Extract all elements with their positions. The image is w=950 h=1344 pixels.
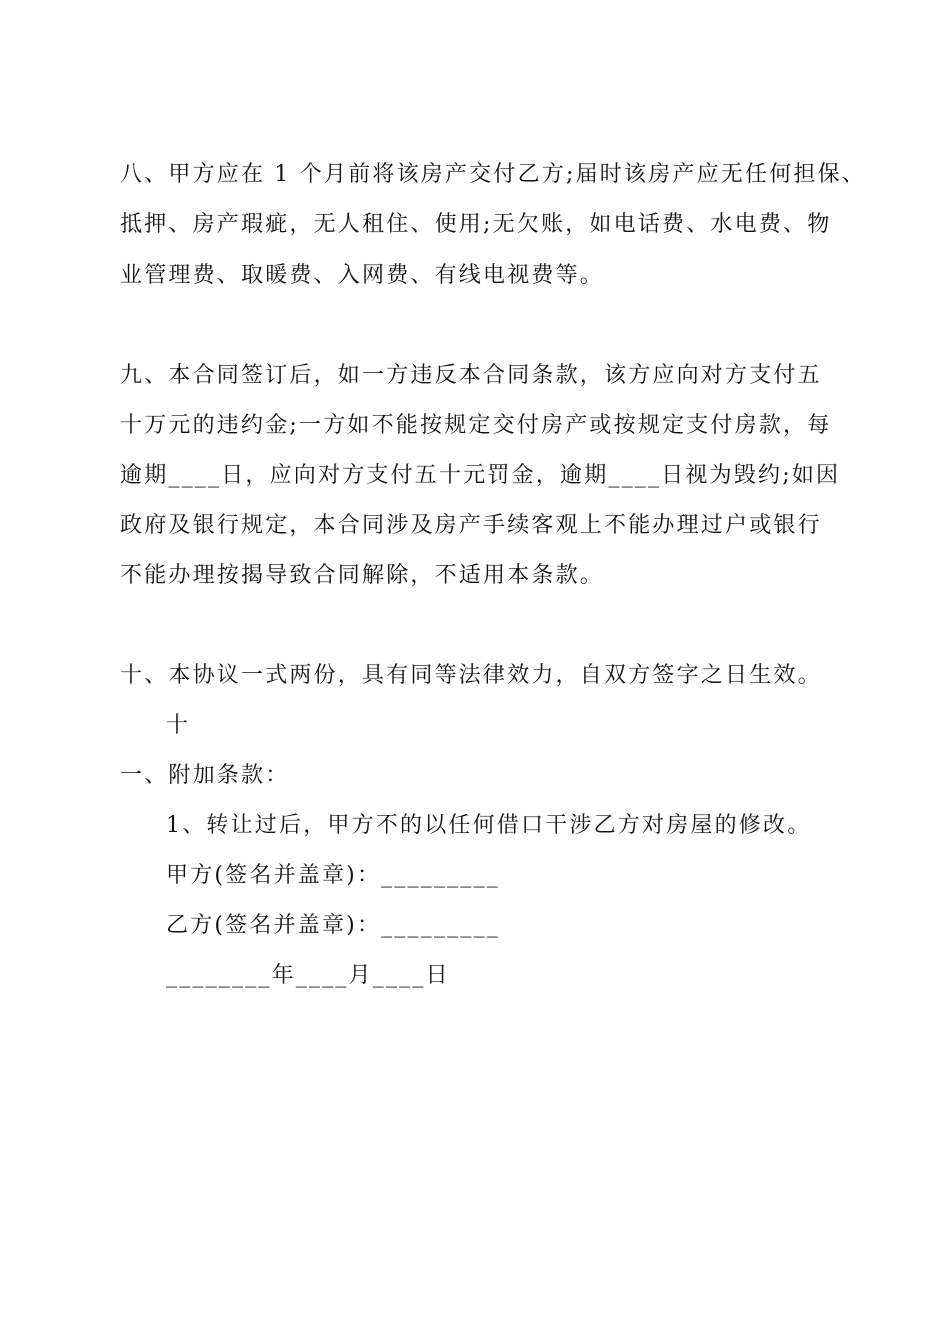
clause-8-line-1: 八、甲方应在 1 个月前将该房产交付乙方;届时该房产应无任何担保、	[120, 162, 866, 187]
clause-11-title: 一、附加条款：	[120, 763, 290, 788]
clause-9-line-1: 九、本合同签订后，如一方违反本合同条款，该方应向对方支付五	[120, 363, 822, 388]
clause-8-line-2: 抵押、房产瑕疵，无人租住、使用;无欠账，如电话费、水电费、物	[120, 212, 832, 237]
clause-9-line-5: 不能办理按揭导致合同解除，不适用本条款。	[120, 563, 605, 588]
clause-9-line-4: 政府及银行规定，本合同涉及房产手续客观上不能办理过户或银行	[120, 513, 822, 538]
clause-8-line-3: 业管理费、取暖费、入网费、有线电视费等。	[120, 263, 605, 288]
date-line: ________年____月____日	[166, 963, 450, 988]
clause-10: 十、本协议一式两份，具有同等法律效力，自双方签字之日生效。	[120, 663, 822, 688]
clause-9-line-3: 逾期____日，应向对方支付五十元罚金，逾期____日视为毁约;如因	[120, 463, 841, 488]
party-a-signature-line: 甲方(签名并盖章)：_________	[166, 863, 500, 888]
clause-11-item-1: 1、转让过后，甲方不的以任何借口干涉乙方对房屋的修改。	[166, 813, 812, 838]
clause-11-number: 十	[166, 713, 191, 738]
party-b-signature-line: 乙方(签名并盖章)：_________	[166, 913, 500, 938]
clause-9-line-2: 十万元的违约金;一方如不能按规定交付房产或按规定支付房款，每	[120, 413, 832, 438]
